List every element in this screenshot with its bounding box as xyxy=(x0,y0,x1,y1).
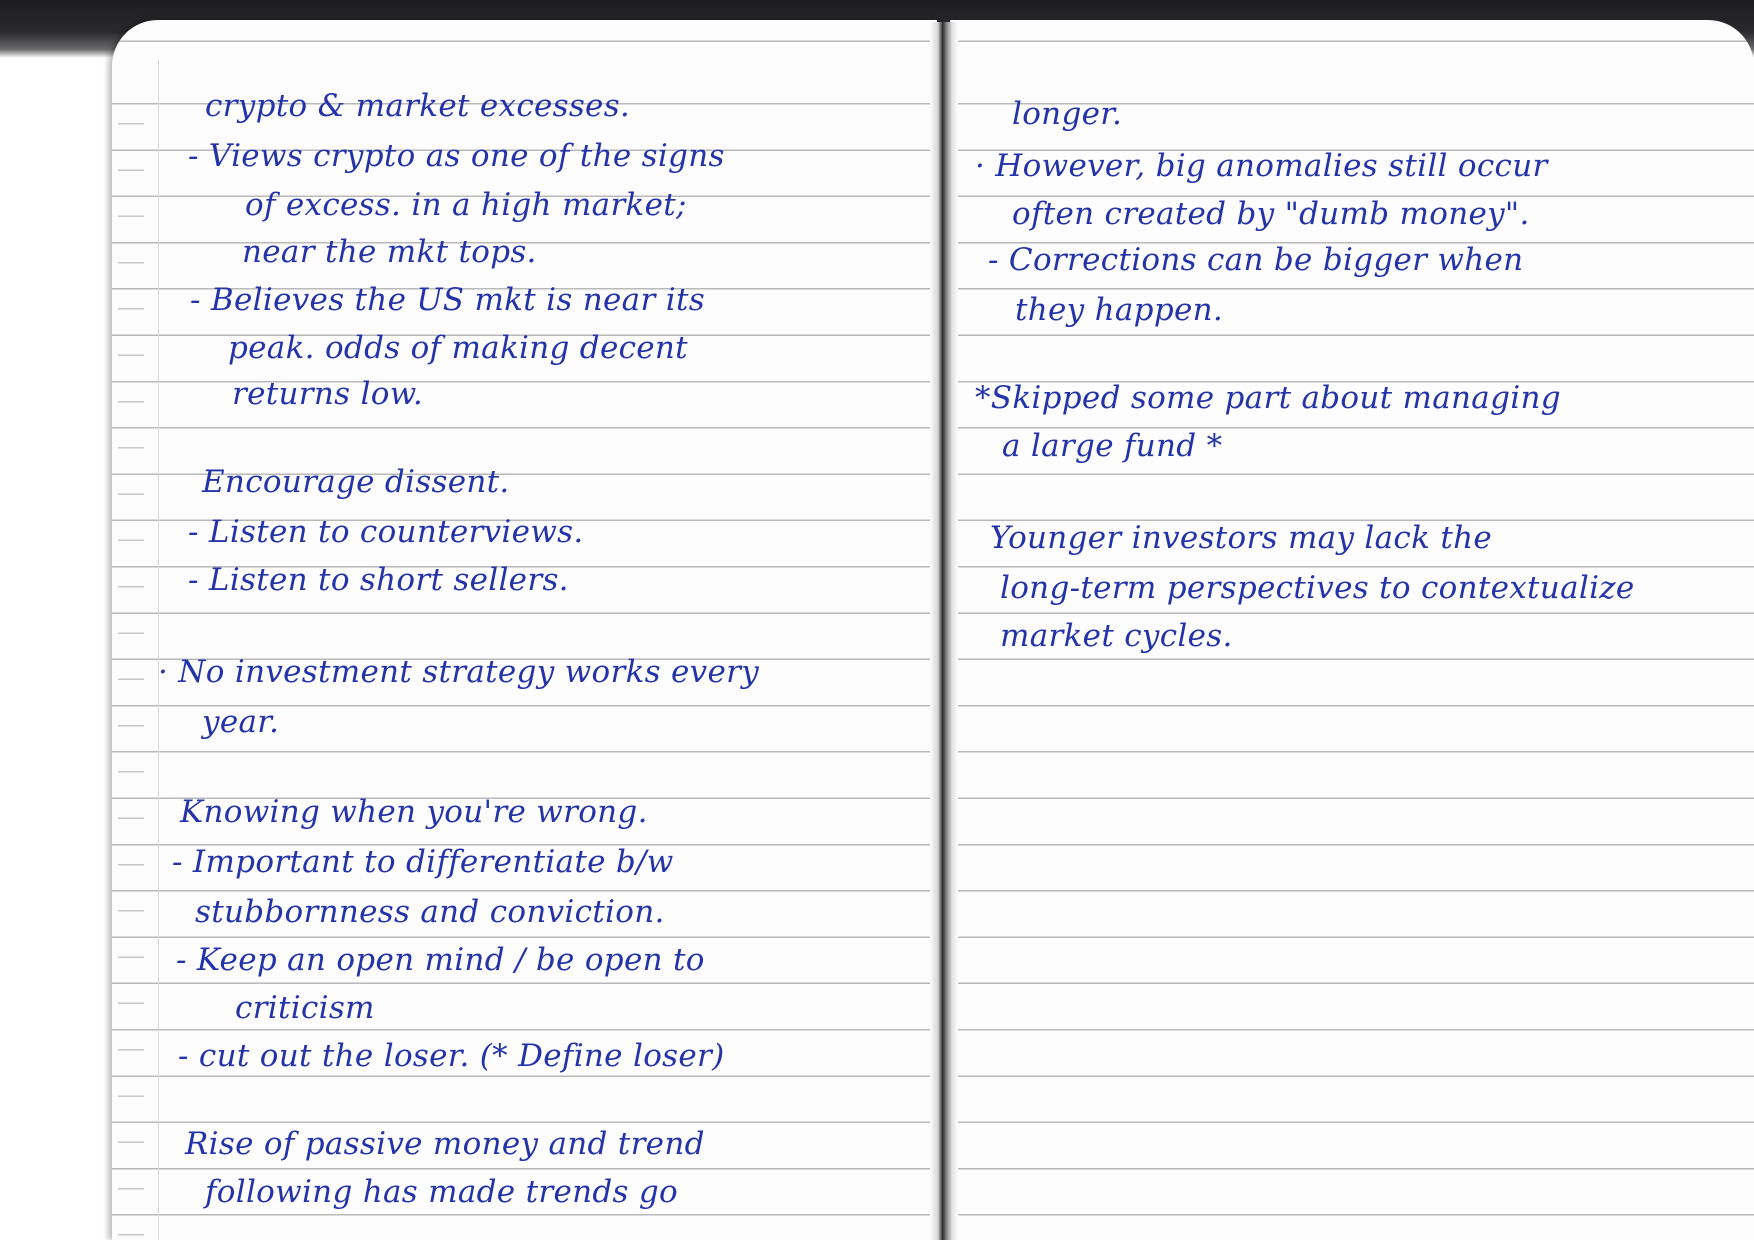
note-line: - cut out the loser. (* Define loser) xyxy=(178,1038,725,1074)
heading-no-strategy: · No investment strategy works every xyxy=(158,654,760,690)
note-skipped-section: *Skipped some part about managing xyxy=(975,380,1561,416)
note-line: returns low. xyxy=(232,376,424,412)
note-line: - Believes the US mkt is near its xyxy=(190,282,705,318)
note-line: - Listen to counterviews. xyxy=(188,514,584,550)
heading-knowing-when-wrong: Knowing when you're wrong. xyxy=(180,794,648,830)
heading-rise-of-passive-money: Rise of passive money and trend xyxy=(185,1126,705,1162)
note-line: market cycles. xyxy=(1000,618,1233,654)
note-line: - Views crypto as one of the signs xyxy=(188,138,725,174)
page-edge-ticks xyxy=(118,60,144,1240)
notebook-spine xyxy=(930,22,958,1240)
note-line: year. xyxy=(202,704,280,740)
note-line: stubbornness and conviction. xyxy=(195,894,665,930)
note-line: longer. xyxy=(1012,96,1123,132)
note-line: peak. odds of making decent xyxy=(228,330,688,366)
note-line: a large fund * xyxy=(1002,428,1223,464)
left-margin-rule xyxy=(158,60,159,1240)
heading-encourage-dissent: Encourage dissent. xyxy=(202,464,510,500)
note-line: criticism xyxy=(235,990,375,1026)
note-line: long-term perspectives to contextualize xyxy=(1000,570,1635,606)
note-line: following has made trends go xyxy=(205,1174,678,1210)
note-line: - Listen to short sellers. xyxy=(188,562,569,598)
heading-younger-investors: Younger investors may lack the xyxy=(990,520,1492,556)
note-line: - Keep an open mind / be open to xyxy=(176,942,705,978)
note-line: - Important to differentiate b/w xyxy=(172,844,674,880)
note-line: · However, big anomalies still occur xyxy=(975,148,1548,184)
note-line: they happen. xyxy=(1015,292,1224,328)
note-line: near the mkt tops. xyxy=(242,234,537,270)
heading-crypto-market-excesses: crypto & market excesses. xyxy=(205,88,631,124)
note-line: of excess. in a high market; xyxy=(245,187,687,223)
note-line: - Corrections can be bigger when xyxy=(988,242,1524,278)
note-line: often created by "dumb money". xyxy=(1012,196,1530,232)
